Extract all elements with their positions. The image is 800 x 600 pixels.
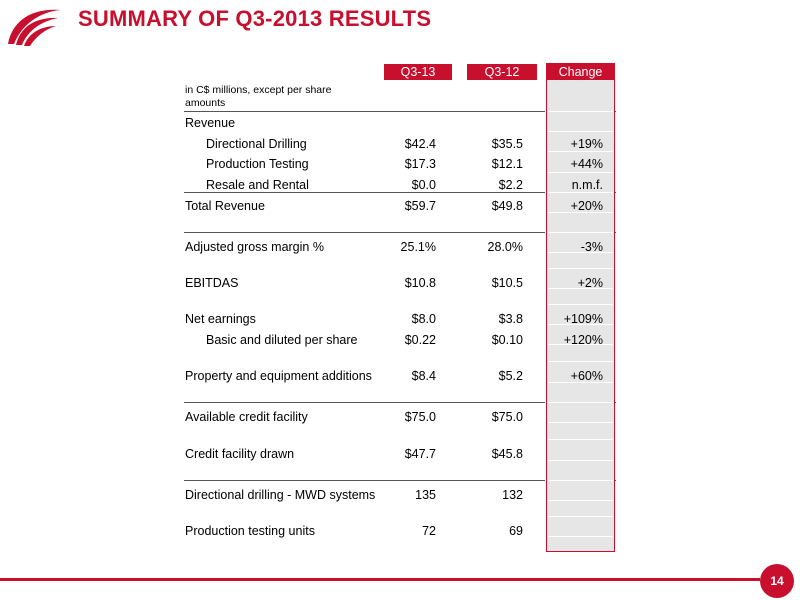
change-gridline	[548, 460, 613, 461]
value-q3-13: $0.0	[411, 178, 436, 192]
row-label: Credit facility drawn	[185, 447, 295, 461]
value-q3-12: $35.5	[491, 137, 523, 151]
header-q3-13: Q3-13	[384, 64, 452, 80]
company-logo	[6, 4, 62, 48]
value-change: +20%	[570, 199, 603, 213]
change-gridline	[548, 516, 613, 517]
change-gridline	[548, 402, 613, 403]
change-gridline	[548, 500, 613, 501]
value-q3-12: 28.0%	[487, 240, 523, 254]
value-change: n.m.f.	[571, 178, 603, 192]
change-gridline	[548, 232, 613, 233]
value-q3-12: 132	[502, 488, 523, 502]
table-divider-end	[615, 111, 616, 112]
value-q3-13: $47.7	[404, 447, 436, 461]
value-q3-13: 72	[422, 524, 436, 538]
value-q3-13: $59.7	[404, 199, 436, 213]
row-label: Resale and Rental	[206, 178, 309, 192]
row-label: Basic and diluted per share	[206, 333, 358, 347]
table-divider-end	[615, 402, 616, 403]
value-q3-12: $49.8	[491, 199, 523, 213]
change-gridline	[548, 151, 613, 152]
value-q3-12: $12.1	[491, 157, 523, 171]
row-label: Available credit facility	[185, 410, 308, 424]
table-divider-end	[615, 192, 616, 193]
value-q3-13: $17.3	[404, 157, 436, 171]
change-gridline	[548, 268, 613, 269]
row-label: Revenue	[185, 116, 236, 130]
change-gridline	[548, 111, 613, 112]
value-change: +109%	[563, 312, 603, 326]
value-q3-13: 135	[415, 488, 436, 502]
row-label: Adjusted gross margin %	[185, 240, 324, 254]
value-q3-13: $0.22	[404, 333, 436, 347]
change-gridline	[548, 304, 613, 305]
change-gridline	[548, 192, 613, 193]
units-note: in C$ millions, except per share amounts	[185, 84, 332, 109]
change-gridline	[548, 172, 613, 173]
row-label: Directional Drilling	[206, 137, 307, 151]
value-q3-12: 69	[509, 524, 523, 538]
change-gridline	[548, 131, 613, 132]
change-gridline	[548, 536, 613, 537]
value-q3-13: $42.4	[404, 137, 436, 151]
change-gridline	[548, 480, 613, 481]
value-q3-13: $8.4	[411, 369, 436, 383]
page-title: SUMMARY OF Q3-2013 RESULTS	[78, 6, 432, 31]
value-q3-12: $45.8	[491, 447, 523, 461]
value-change: +44%	[570, 157, 603, 171]
value-q3-13: $8.0	[411, 312, 436, 326]
row-label: EBITDAS	[185, 276, 239, 290]
change-gridline	[548, 422, 613, 423]
table-divider-end	[615, 480, 616, 481]
value-change: +19%	[570, 137, 603, 151]
table-divider	[184, 480, 545, 481]
header-q3-12: Q3-12	[467, 64, 537, 80]
value-q3-13: $10.8	[404, 276, 436, 290]
change-gridline	[548, 439, 613, 440]
value-change: +60%	[570, 369, 603, 383]
row-label: Net earnings	[185, 312, 256, 326]
table-divider	[184, 232, 545, 233]
table-divider	[184, 402, 545, 403]
value-q3-12: $2.2	[498, 178, 523, 192]
value-q3-12: $10.5	[491, 276, 523, 290]
row-label: Property and equipment additions	[185, 369, 372, 383]
table-divider	[184, 192, 545, 193]
value-q3-12: $75.0	[491, 410, 523, 424]
value-change: +120%	[563, 333, 603, 347]
row-label: Production testing units	[185, 524, 315, 538]
value-change: -3%	[580, 240, 603, 254]
row-label: Directional drilling - MWD systems	[185, 488, 376, 502]
value-q3-12: $0.10	[491, 333, 523, 347]
value-change: +2%	[577, 276, 603, 290]
row-label: Total Revenue	[185, 199, 265, 213]
value-q3-13: $75.0	[404, 410, 436, 424]
header-change: Change	[547, 64, 614, 80]
footer-rule	[0, 578, 760, 581]
value-q3-12: $3.8	[498, 312, 523, 326]
table-divider-end	[615, 232, 616, 233]
change-gridline	[548, 361, 613, 362]
value-q3-13: 25.1%	[400, 240, 436, 254]
table-divider	[184, 111, 545, 112]
page-number: 14	[760, 564, 794, 598]
row-label: Production Testing	[206, 157, 309, 171]
value-q3-12: $5.2	[498, 369, 523, 383]
